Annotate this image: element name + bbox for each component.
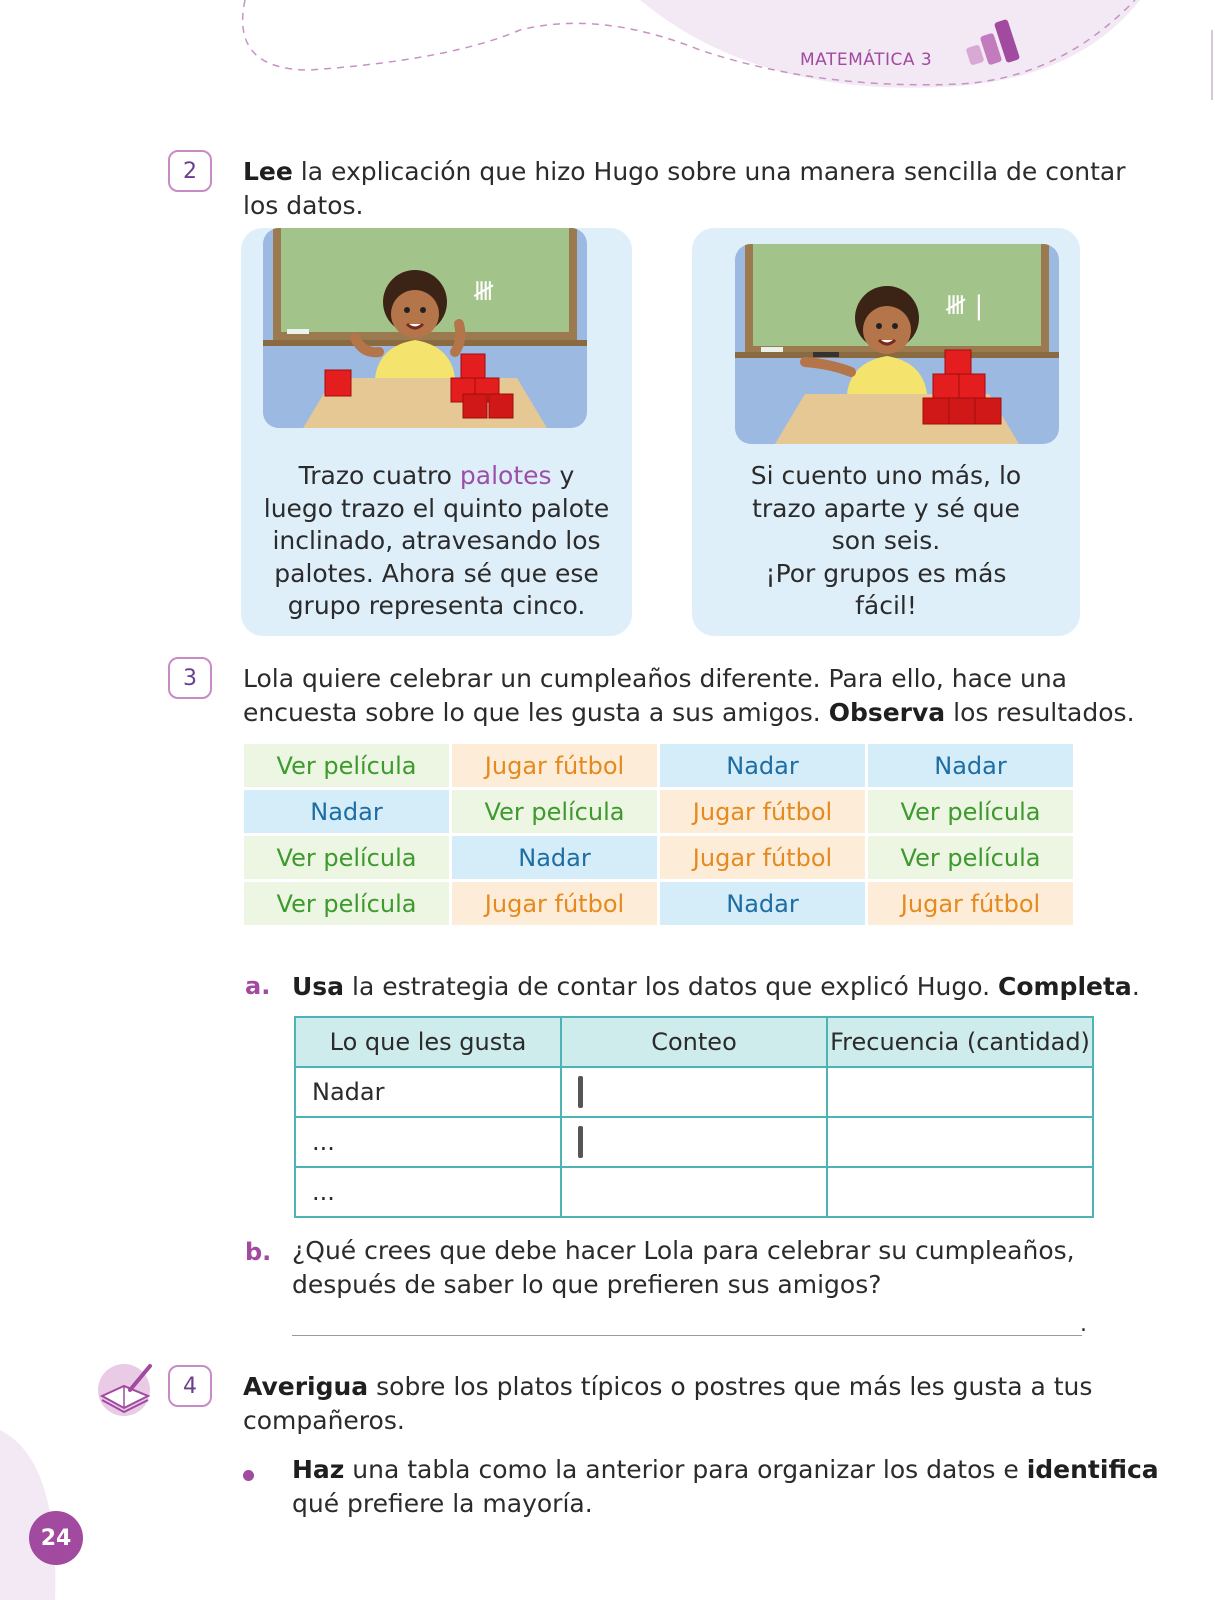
table-row: [295, 1117, 1093, 1167]
q2-bold-lee: Lee: [243, 157, 293, 186]
question-2-text: [243, 155, 1143, 223]
survey-row: [244, 836, 1073, 879]
q2-line2: los datos.: [243, 191, 364, 220]
frequency-cell[interactable]: [827, 1167, 1093, 1217]
survey-cell: Jugar fútbol: [660, 836, 865, 879]
answer-line[interactable]: [292, 1335, 1082, 1336]
bullet-icon: [243, 1470, 254, 1481]
frequency-header-row: [295, 1017, 1093, 1067]
tally-mark-icon: [578, 1076, 583, 1108]
q3-line2a: encuesta sobre lo que les gusta a sus amigos.: [243, 698, 829, 727]
question-4-text: [243, 1370, 1143, 1438]
q2-line1: la explicación que hizo Hugo sobre una manera sencilla de contar: [292, 157, 1126, 186]
column-header-frequency: Frecuencia (cantidad): [827, 1017, 1093, 1067]
caption-left: [241, 460, 632, 623]
hugo-illustration-left: [263, 228, 587, 428]
bullet-bold-identifica: identifica: [1026, 1455, 1159, 1484]
tally-mark-icon: [578, 1126, 583, 1158]
caption-right-l4: ¡Por grupos es más: [765, 558, 1007, 588]
caption-right-l5: fácil!: [855, 591, 917, 620]
survey-row: [244, 744, 1073, 787]
frequency-table: [294, 1016, 1094, 1218]
survey-cell: Ver película: [452, 790, 657, 833]
research-book-icon: [94, 1360, 156, 1416]
q3-bold-observa: Observa: [828, 698, 946, 727]
bullet-line2: qué prefiere la mayoría.: [292, 1489, 593, 1518]
item-cell: Nadar: [295, 1067, 561, 1117]
survey-cell: Nadar: [244, 790, 449, 833]
tally-cell[interactable]: [561, 1067, 827, 1117]
part-a-bold-usa: Usa: [292, 972, 345, 1001]
caption-right-l3: son seis.: [831, 526, 941, 555]
board-tally-right: 𝍸 |: [945, 291, 984, 321]
question-number-4: 4: [168, 1365, 212, 1407]
bullet-bold-haz: Haz: [292, 1455, 345, 1484]
caption-right-l2: trazo aparte y sé que: [752, 493, 1020, 523]
survey-cell: Jugar fútbol: [868, 882, 1073, 925]
question-3-text: [243, 662, 1143, 730]
part-a-body: la estrategia de contar los datos que explicó Hugo.: [344, 972, 998, 1001]
part-b-text: [292, 1234, 1152, 1302]
part-a-text: [292, 970, 1152, 1004]
survey-cell: Jugar fútbol: [452, 882, 657, 925]
survey-cell: Ver película: [244, 744, 449, 787]
bullet-text: [292, 1453, 1172, 1521]
q4-bold-averigua: Averigua: [243, 1372, 369, 1401]
caption-left-l1b: y: [551, 461, 575, 490]
q3-line1: Lola quiere celebrar un cumpleaños diferente. Para ello, hace una: [243, 664, 1067, 693]
caption-right-l1: Si cuento uno más, lo: [750, 461, 1022, 490]
item-cell[interactable]: ...: [295, 1117, 561, 1167]
question-number-3: 3: [168, 657, 212, 699]
bar-logo-icon: [966, 16, 1024, 66]
survey-cell: Nadar: [660, 882, 865, 925]
caption-left-l5: grupo representa cinco.: [287, 591, 586, 620]
survey-cell: Ver película: [244, 836, 449, 879]
item-cell[interactable]: ...: [295, 1167, 561, 1217]
q4-line1: sobre los platos típicos o postres que más les gusta a tus: [368, 1372, 1093, 1401]
tally-cell[interactable]: [561, 1117, 827, 1167]
page-number: 24: [29, 1511, 83, 1565]
column-header-item: Lo que les gusta: [295, 1017, 561, 1067]
part-b-letter: b.: [245, 1238, 272, 1266]
column-header-tally: Conteo: [561, 1017, 827, 1067]
part-b-line1: ¿Qué crees que debe hacer Lola para celebrar su cumpleaños,: [292, 1236, 1075, 1265]
survey-cell: Nadar: [660, 744, 865, 787]
part-a-letter: a.: [245, 972, 271, 1000]
survey-row: [244, 790, 1073, 833]
survey-cell: Ver película: [868, 836, 1073, 879]
caption-left-l3: inclinado, atravesando los: [272, 526, 601, 555]
part-a-bold-completa: Completa: [997, 972, 1132, 1001]
hugo-illustration-right: [735, 244, 1059, 444]
question-number-2: 2: [168, 150, 212, 192]
survey-cell: Ver película: [244, 882, 449, 925]
caption-left-palotes: palotes: [459, 461, 552, 490]
part-b-line2: después de saber lo que prefieren sus amigos?: [292, 1270, 882, 1299]
q4-line2: compañeros.: [243, 1406, 405, 1435]
tally-cell[interactable]: [561, 1167, 827, 1217]
answer-line-period: .: [1080, 1312, 1087, 1337]
part-a-end: .: [1131, 972, 1140, 1001]
frequency-cell[interactable]: [827, 1117, 1093, 1167]
table-row: [295, 1067, 1093, 1117]
bullet-line1: una tabla como la anterior para organizar los datos e: [344, 1455, 1027, 1484]
caption-left-l2: luego trazo el quinto palote: [263, 493, 610, 523]
survey-cell: Ver película: [868, 790, 1073, 833]
caption-left-l1a: Trazo cuatro: [298, 461, 460, 490]
survey-cell: Jugar fútbol: [452, 744, 657, 787]
survey-row: [244, 882, 1073, 925]
caption-left-l4: palotes. Ahora sé que ese: [274, 558, 599, 588]
board-tally-left: 𝍸: [473, 277, 495, 307]
table-row: [295, 1167, 1093, 1217]
survey-cell: Nadar: [452, 836, 657, 879]
survey-results-grid: [241, 741, 1076, 928]
caption-right: [692, 460, 1080, 623]
survey-cell: Jugar fútbol: [660, 790, 865, 833]
book-title: MATEMÁTICA 3: [800, 50, 933, 70]
q3-line2b: los resultados.: [945, 698, 1135, 727]
frequency-cell[interactable]: [827, 1067, 1093, 1117]
survey-cell: Nadar: [868, 744, 1073, 787]
